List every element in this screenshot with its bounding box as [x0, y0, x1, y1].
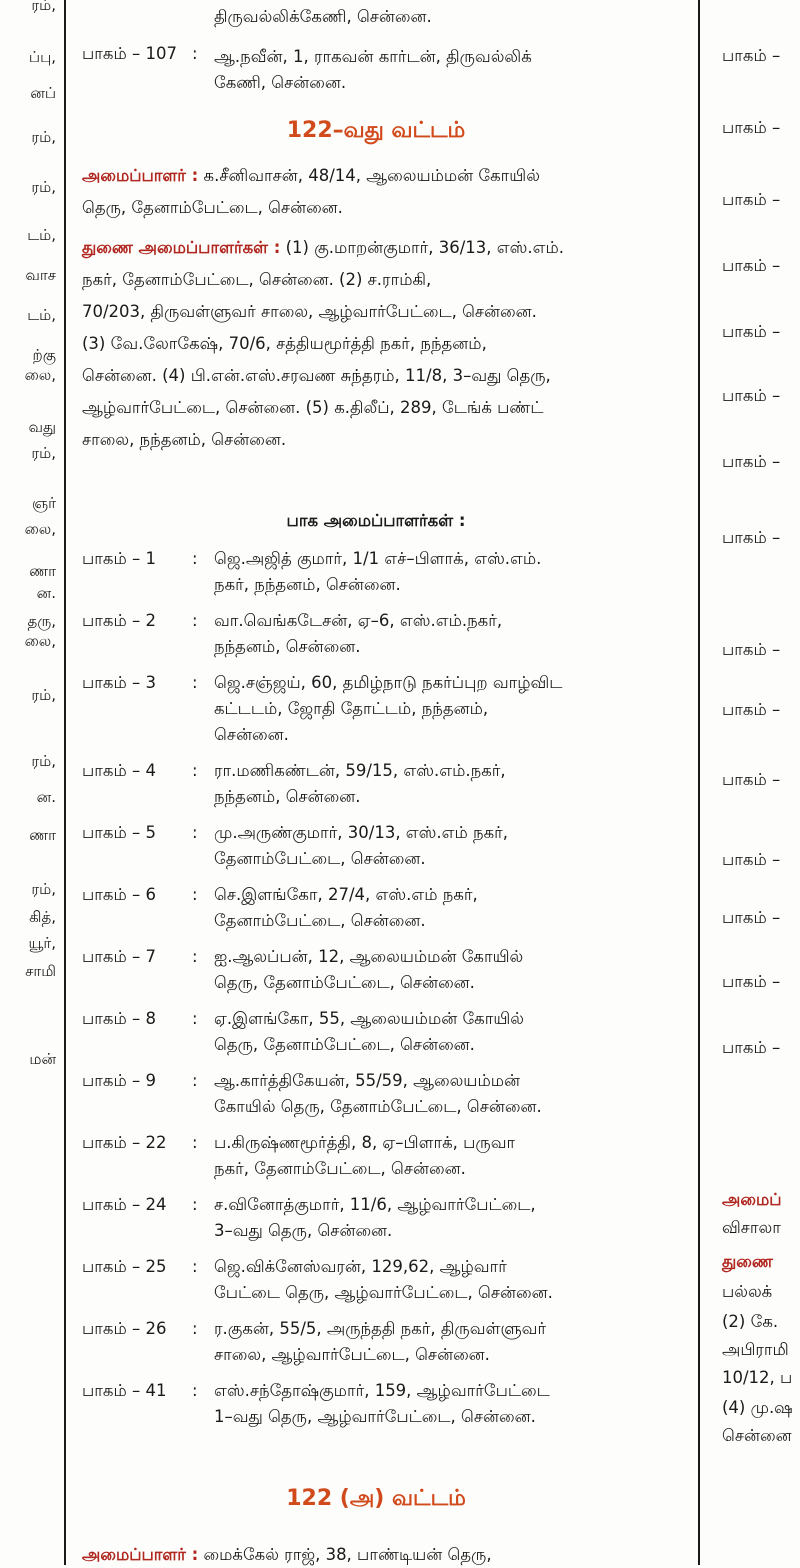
right-part-label: பாகம் –	[722, 850, 781, 869]
entry-line: நகர், தேனாம்பேட்டை, சென்னை.	[214, 1159, 466, 1178]
left-fragment: வாச	[25, 266, 56, 284]
right-column-fragments	[700, 0, 800, 1565]
left-column-rule	[64, 0, 66, 1565]
entry-colon: :	[192, 823, 198, 842]
top-cut-text: திருவல்லிக்கேணி, சென்னை.	[214, 7, 432, 26]
entry-number: பாகம் – 2	[82, 611, 156, 630]
entry-line: கட்டடம், ஜோதி தோட்டம், நந்தனம்,	[214, 699, 489, 718]
entry-text	[214, 1316, 670, 1368]
entry-line: நகர், நந்தனம், சென்னை.	[214, 575, 401, 594]
entry-number: பாகம் – 5	[82, 823, 156, 842]
left-fragment: ப்பு,	[28, 48, 56, 66]
right-fragment: (2) கே.	[722, 1312, 779, 1331]
deputy-line: சாலை, நந்தனம், சென்னை.	[82, 430, 287, 449]
left-fragment: டம்,	[27, 306, 56, 324]
entry-line: தேனாம்பேட்டை, சென்னை.	[214, 849, 426, 868]
entry-line: நந்தனம், சென்னை.	[214, 787, 361, 806]
left-fragment: தரு,	[27, 612, 56, 630]
entry-line: ப.கிருஷ்ணமூர்த்தி, 8, ஏ–பிளாக், பருவா	[214, 1133, 516, 1152]
entry-number: பாகம் – 3	[82, 673, 156, 692]
entry-line: ச.வினோத்குமார், 11/6, ஆழ்வார்பேட்டை,	[214, 1195, 536, 1214]
left-fragment: லை,	[24, 520, 56, 538]
top-cut-line	[82, 4, 670, 30]
left-fragment: ரம்,	[31, 686, 56, 704]
right-part-label: பாகம் –	[722, 452, 781, 471]
entry-line: வா.வெங்கடேசன், ஏ–6, எஸ்.எம்.நகர்,	[214, 611, 503, 630]
entry-number: பாகம் – 24	[82, 1195, 167, 1214]
deputy-line: 70/203, திருவள்ளுவர் சாலை, ஆழ்வார்பேட்டை, சென்னை.	[82, 302, 537, 321]
right-fragment: பல்லக்	[722, 1282, 773, 1301]
deputy-label: துணை அமைப்பாளர்கள் :	[82, 238, 281, 257]
entry-number: பாகம் – 1	[82, 549, 156, 568]
left-fragment: டம்,	[27, 226, 56, 244]
right-part-label: பாகம் –	[722, 118, 781, 137]
entry-text	[214, 1006, 670, 1058]
left-fragment: ணா	[29, 826, 56, 844]
entry-colon: :	[192, 549, 198, 568]
left-fragment: ற்கு	[32, 346, 56, 364]
deputy-line: (1) கு.மாறன்குமார், 36/13, எஸ்.எம்.	[285, 238, 565, 257]
entry-colon: :	[192, 1381, 198, 1400]
entry-line: 1–வது தெரு, ஆழ்வார்பேட்டை, சென்னை.	[214, 1407, 536, 1426]
entry-number: பாகம் – 6	[82, 885, 156, 904]
left-fragment: னப்	[30, 84, 56, 102]
entry-line: பேட்டை தெரு, ஆழ்வார்பேட்டை, சென்னை.	[214, 1283, 553, 1302]
bottom-organizer	[82, 1542, 670, 1568]
right-part-label: பாகம் –	[722, 770, 781, 789]
entry-line: ஜெ.சஞ்ஜய், 60, தமிழ்நாடு நகர்ப்புற வாழ்விட	[214, 673, 563, 692]
left-fragment: யூர்,	[28, 934, 56, 952]
entry-line: ஆ.நவீன், 1, ராகவன் கார்டன், திருவல்லிக்	[214, 47, 532, 66]
entry-line: தெரு, தேனாம்பேட்டை, சென்னை.	[214, 973, 475, 992]
left-fragment: ரம்,	[31, 752, 56, 770]
entry-line: 3–வது தெரு, சென்னை.	[214, 1221, 393, 1240]
right-part-label: பாகம் –	[722, 1038, 781, 1057]
entry-number: பாகம் – 107	[82, 44, 177, 63]
left-fragment: ணா	[29, 562, 56, 580]
entry-colon: :	[192, 611, 198, 630]
entry-line: ஐ.ஆலப்பன், 12, ஆலையம்மன் கோயில்	[214, 947, 524, 966]
entry-line: ரா.மணிகண்டன், 59/15, எஸ்.எம்.நகர்,	[214, 761, 506, 780]
entry-number: பாகம் – 26	[82, 1319, 167, 1338]
organizer-block	[82, 160, 670, 224]
entry-text	[214, 1068, 670, 1120]
deputy-line: நகர், தேனாம்பேட்டை, சென்னை. (2) ச.ராம்கி,	[82, 270, 432, 289]
entry-text	[214, 608, 670, 660]
entry-text	[214, 1130, 670, 1182]
left-fragment: ரம்,	[31, 128, 56, 146]
right-fragment: துணை	[722, 1252, 773, 1271]
right-part-label: பாகம் –	[722, 190, 781, 209]
deputy-line: (3) வே.லோகேஷ், 70/6, சத்தியமூர்த்தி நகர், நந்தனம்,	[82, 334, 487, 353]
ward-heading-122: 122–வது வட்டம்	[286, 118, 466, 143]
ward-heading-122a: 122 (அ) வட்டம்	[286, 1486, 466, 1511]
bottom-organizer-label: அமைப்பாளர் :	[82, 1545, 199, 1564]
left-fragment: வது	[28, 418, 56, 436]
entry-text	[214, 758, 670, 810]
left-fragment: சாமி	[25, 962, 56, 980]
entry-line: ஏ.இளங்கோ, 55, ஆலையம்மன் கோயில்	[214, 1009, 524, 1028]
right-part-label: பாகம் –	[722, 700, 781, 719]
left-fragment: ரம்,	[31, 444, 56, 462]
entry-line: தெரு, தேனாம்பேட்டை, சென்னை.	[214, 1035, 475, 1054]
entry-number: பாகம் – 7	[82, 947, 156, 966]
left-column-fragments	[0, 0, 62, 1565]
left-fragment: மன்	[29, 1050, 56, 1068]
left-fragment: ஞர்	[32, 494, 56, 512]
right-fragment: அமைப்	[722, 1190, 782, 1209]
entry-text	[214, 944, 670, 996]
entry-colon: :	[192, 44, 198, 63]
right-part-label: பாகம் –	[722, 640, 781, 659]
organizer-label: அமைப்பாளர் :	[82, 166, 199, 185]
entry-colon: :	[192, 947, 198, 966]
entry-colon: :	[192, 761, 198, 780]
deputy-line: ஆழ்வார்பேட்டை, சென்னை. (5) க.திலீப், 289, டேங்க் பண்ட்	[82, 398, 544, 417]
entry-line: ஜெ.விக்னேஸ்வரன், 129,62, ஆழ்வார்	[214, 1257, 507, 1276]
right-fragment: விசாலா	[722, 1218, 781, 1237]
entry-colon: :	[192, 1257, 198, 1276]
entry-text	[214, 44, 670, 96]
left-fragment: லை,	[24, 632, 56, 650]
left-fragment: ன.	[36, 788, 56, 806]
right-part-label: பாகம் –	[722, 528, 781, 547]
organizer-line: தெரு, தேனாம்பேட்டை, சென்னை.	[82, 198, 343, 217]
entry-line: ஆ.கார்த்திகேயன், 55/59, ஆலையம்மன்	[214, 1071, 520, 1090]
entry-text	[214, 882, 670, 934]
left-fragment: லை,	[24, 366, 56, 384]
entry-line: தேனாம்பேட்டை, சென்னை.	[214, 911, 426, 930]
entry-line: செ.இளங்கோ, 27/4, எஸ்.எம் நகர்,	[214, 885, 478, 904]
entry-line: கேணி, சென்னை.	[214, 73, 347, 92]
left-fragment: ரம்,	[31, 880, 56, 898]
entry-number: பாகம் – 41	[82, 1381, 167, 1400]
organizer-line: க.சீனிவாசன், 48/14, ஆலையம்மன் கோயில்	[203, 166, 540, 185]
entry-line: சாலை, ஆழ்வார்பேட்டை, சென்னை.	[214, 1345, 490, 1364]
deputy-block	[82, 232, 670, 456]
right-part-label: பாகம் –	[722, 256, 781, 275]
left-fragment: ரம்,	[31, 0, 56, 14]
entry-line: ர.குகன், 55/5, அருந்ததி நகர், திருவள்ளுவர்	[214, 1319, 547, 1338]
entry-number: பாகம் – 4	[82, 761, 156, 780]
entry-line: ஜெ.அஜித் குமார், 1/1 எச்–பிளாக், எஸ்.எம்.	[214, 549, 542, 568]
entry-line: சென்னை.	[214, 725, 289, 744]
entry-line: மு.அருண்குமார், 30/13, எஸ்.எம் நகர்,	[214, 823, 509, 842]
left-fragment: ரம்,	[31, 178, 56, 196]
entry-colon: :	[192, 1071, 198, 1090]
entry-number: பாகம் – 25	[82, 1257, 167, 1276]
right-fragment: சென்னை	[722, 1426, 792, 1445]
right-fragment: அபிராமி	[722, 1340, 789, 1359]
entry-text	[214, 1254, 670, 1306]
entry-text	[214, 820, 670, 872]
left-fragment: ன.	[36, 584, 56, 602]
right-fragment: 10/12, ப	[722, 1368, 793, 1387]
entry-colon: :	[192, 673, 198, 692]
entry-line: எஸ்.சந்தோஷ்குமார், 159, ஆழ்வார்பேட்டை	[214, 1381, 550, 1400]
entry-line: கோயில் தெரு, தேனாம்பேட்டை, சென்னை.	[214, 1097, 542, 1116]
entry-colon: :	[192, 885, 198, 904]
right-fragment: (4) மு.ஷ	[722, 1398, 793, 1417]
entry-colon: :	[192, 1319, 198, 1338]
right-part-label: பாகம் –	[722, 322, 781, 341]
right-part-label: பாகம் –	[722, 972, 781, 991]
entry-text	[214, 546, 670, 598]
right-part-label: பாகம் –	[722, 908, 781, 927]
entry-colon: :	[192, 1195, 198, 1214]
entry-line: நந்தனம், சென்னை.	[214, 637, 361, 656]
entry-number: பாகம் – 9	[82, 1071, 156, 1090]
bottom-organizer-text: மைக்கேல் ராஜ், 38, பாண்டியன் தெரு,	[203, 1545, 492, 1564]
left-fragment: கித்,	[29, 908, 56, 926]
entry-text	[214, 1378, 670, 1430]
section-title: பாக அமைப்பாளர்கள் :	[286, 511, 466, 530]
entry-colon: :	[192, 1133, 198, 1152]
entry-number: பாகம் – 22	[82, 1133, 167, 1152]
entry-colon: :	[192, 1009, 198, 1028]
deputy-line: சென்னை. (4) பி.என்.எஸ்.சரவண சுந்தரம், 11/8, 3–வது தெரு,	[82, 366, 551, 385]
right-part-label: பாகம் –	[722, 386, 781, 405]
entry-text	[214, 670, 670, 748]
entry-number: பாகம் – 8	[82, 1009, 156, 1028]
entry-text	[214, 1192, 670, 1244]
right-part-label: பாகம் –	[722, 46, 781, 65]
